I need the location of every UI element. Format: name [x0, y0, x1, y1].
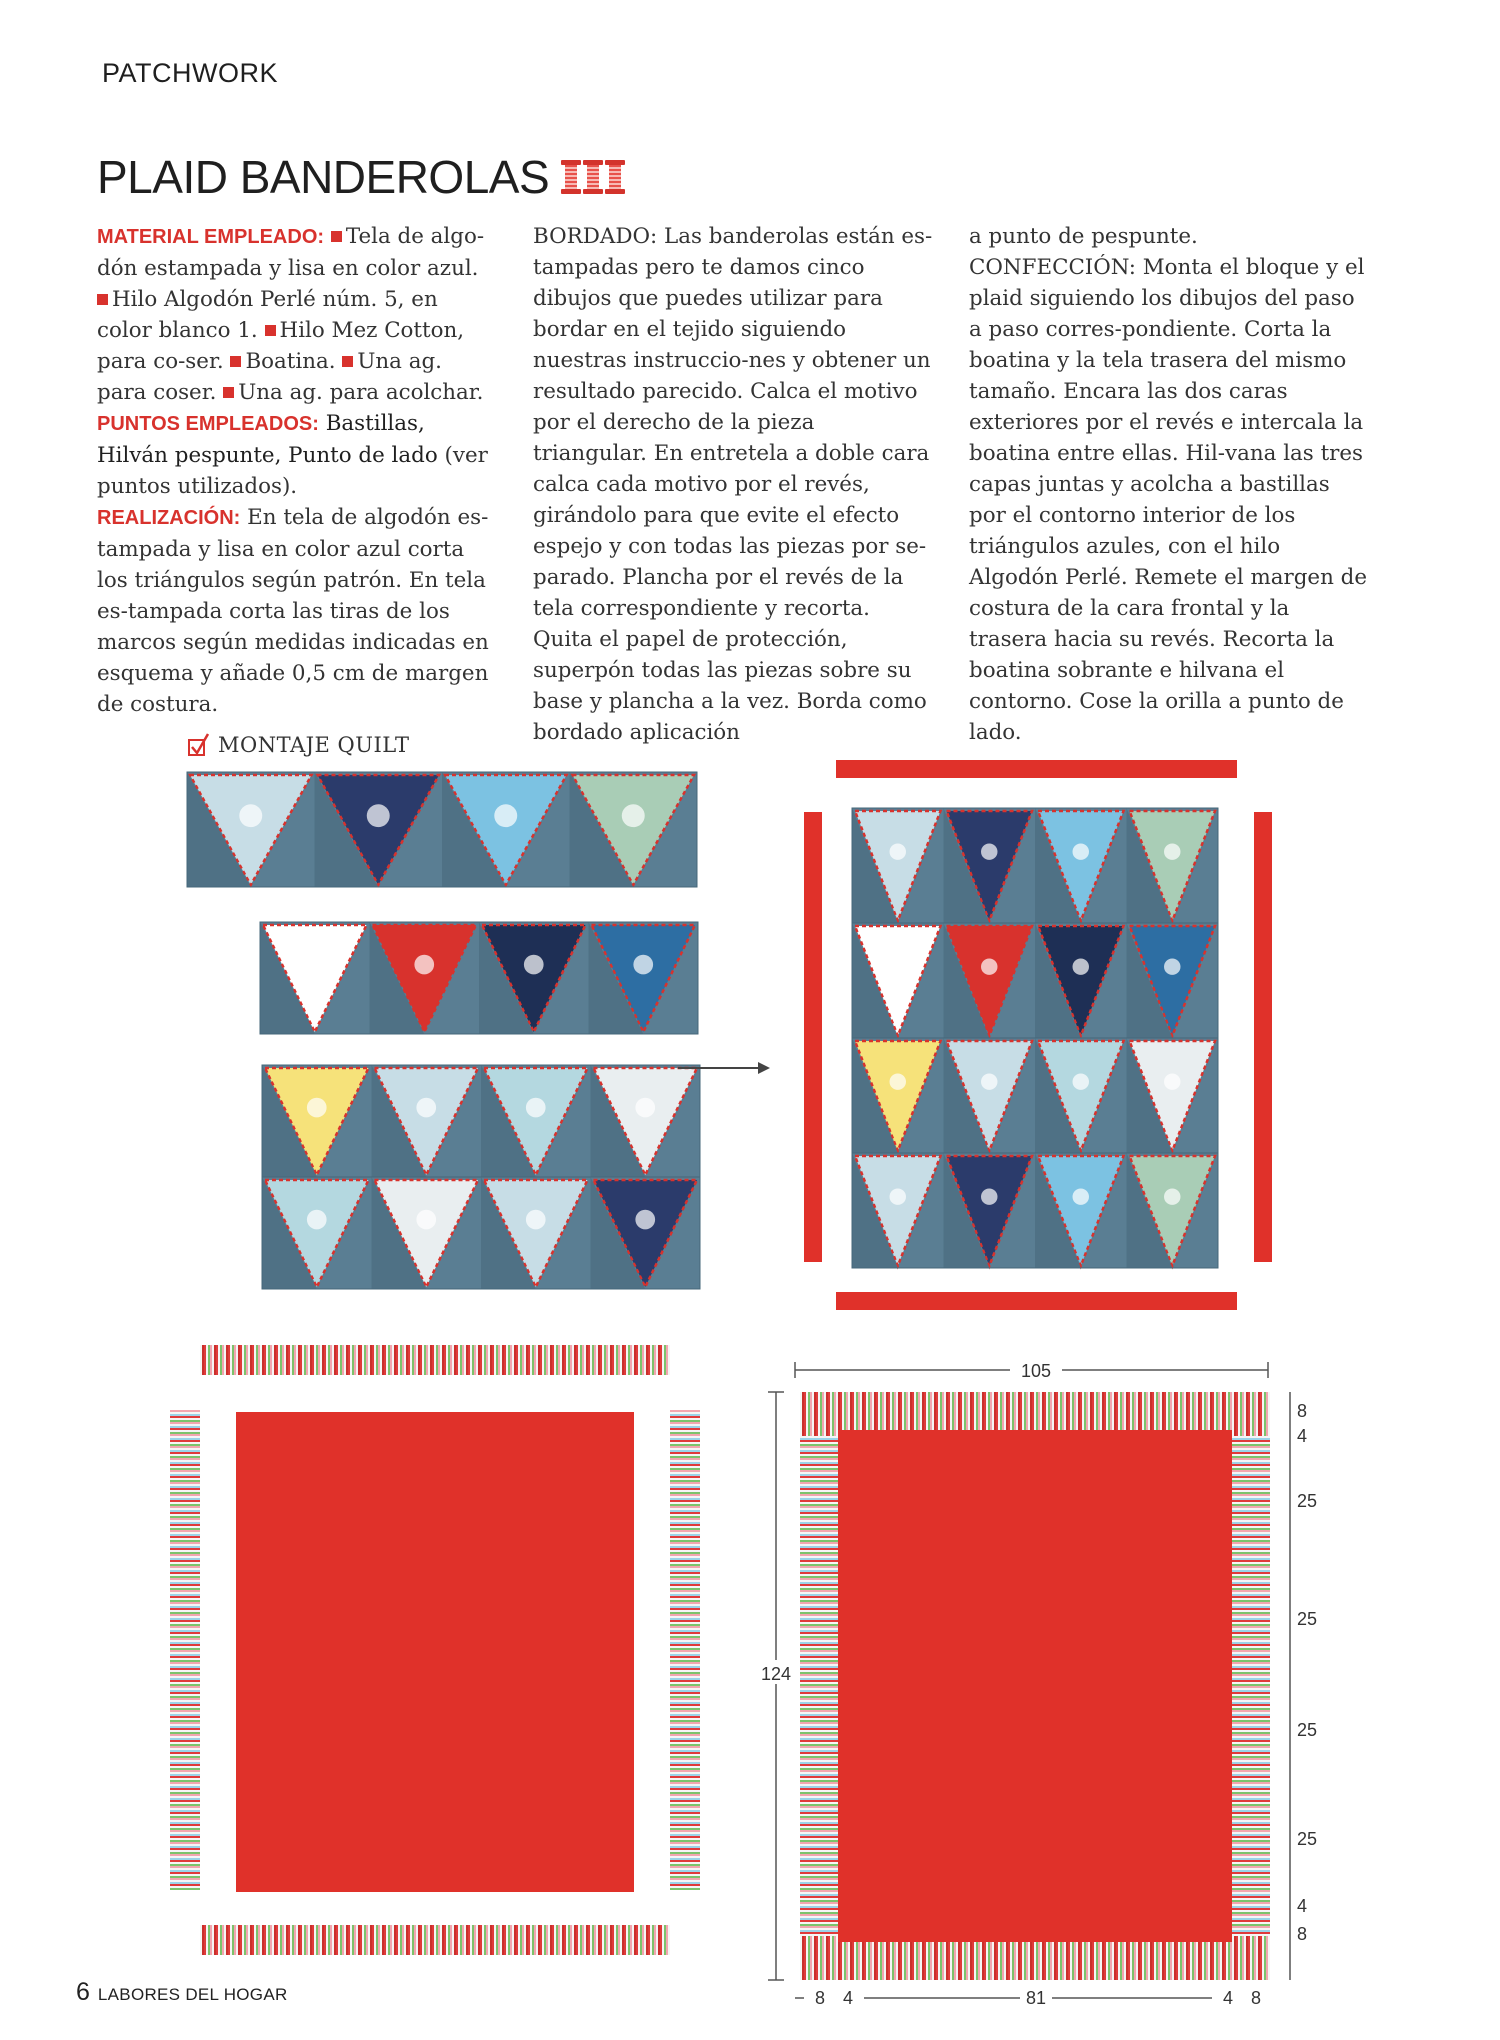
- motif: [526, 1210, 546, 1230]
- motif: [1073, 958, 1089, 974]
- motif: [524, 955, 544, 975]
- dimension-right: 4: [1297, 1896, 1308, 1916]
- pennant-row: [852, 1038, 1218, 1153]
- bordado-text: BORDADO: Las banderolas están es-tampadas pero te damos cinco dibujos que puedes utilizar para bordar en el tejido siguiendo nuestras instruccio-nes y obtener un resultado parecido. Calca el motivo por el derecho de la pieza triangular. En entretela a doble cara calca cada motivo por el revés, girándolo para que evite el efecto espejo y con todas las piezas por se-parado. Plancha por el revés de la tela correspondiente y recorta. Quita el papel de protección, superpón todas las piezas sobre su base y plancha a la vez. Borda como bordado aplicación: [533, 224, 933, 745]
- motif: [1073, 1188, 1089, 1204]
- motif: [416, 1210, 436, 1230]
- dimension-right: 8: [1297, 1401, 1308, 1421]
- motif: [494, 804, 517, 827]
- realizacion-heading: REALIZACIÓN:: [97, 507, 241, 529]
- motif: [635, 1210, 655, 1230]
- diagram-subtitle: MONTAJE QUILT: [218, 733, 410, 757]
- motif: [416, 1098, 436, 1118]
- dimension-bottom: 4: [842, 1988, 854, 2008]
- page-footer: [76, 1978, 288, 2007]
- dimension-bottom: 4: [1222, 1988, 1234, 2008]
- striped-strip-top: [200, 1345, 670, 1375]
- step1-row-1: [187, 772, 697, 887]
- motif: [1164, 958, 1180, 974]
- dimension-right: 4: [1297, 1426, 1308, 1446]
- motif: [981, 1188, 997, 1204]
- border-strip-bottom: [836, 1292, 1237, 1310]
- material-item: Una ag. para acolchar.: [238, 380, 484, 405]
- motif: [1164, 1188, 1180, 1204]
- dimension-right: 25: [1297, 1609, 1318, 1629]
- pennant-row: [852, 923, 1218, 1038]
- motif: [890, 1073, 906, 1089]
- final-red-frame: [838, 1430, 1232, 1942]
- material-item: Hilo Mez Cotton, para co-ser.: [97, 318, 465, 374]
- material-heading: MATERIAL EMPLEADO:: [97, 226, 325, 248]
- border-strip-right: [1254, 812, 1272, 1262]
- realizacion-text: En tela de algodón es-tampada y lisa en color azul corta los triángulos según patrón. En tela es-tampada corta las tiras de los marcos según medidas indicadas en esquema y añade 0,5 cm de margen de costura.: [97, 505, 489, 717]
- motif: [307, 1210, 327, 1230]
- pennant-row: [852, 808, 1218, 923]
- dimension-height: 124: [760, 1664, 792, 1684]
- confeccion-text: a punto de pespunte. CONFECCIÓN: Monta el bloque y el plaid siguiendo los dibujos del paso a paso corres-pondiente. Corta la boatina y la tela trasera del mismo tamaño. Encara las dos caras exteriores por el revés e intercala la boatina entre ellas. Hil-vana las tres capas juntas y acolcha a bastillas por el contorno interior de los triángulos azules, con el hilo Algodón Perlé. Remete el margen de costura de la cara frontal y la trasera hacia su revés. Recorta la boatina sobrante e hilvana el contorno. Cose la orilla a punto de lado.: [969, 224, 1368, 745]
- red-frame: [236, 1412, 634, 1892]
- dimension-bottom: 8: [814, 1988, 826, 2008]
- border-strip-top: [836, 760, 1237, 778]
- motif: [367, 804, 390, 827]
- motif: [239, 804, 262, 827]
- dimension-bottom: 81: [1025, 1988, 1047, 2008]
- motif: [1073, 843, 1089, 859]
- motif: [890, 1188, 906, 1204]
- striped-strip-left: [170, 1410, 200, 1890]
- final-stripe-bottom: [800, 1936, 1270, 1980]
- step1-row-3: [262, 1065, 700, 1177]
- puntos-heading: PUNTOS EMPLEADOS:: [97, 413, 319, 435]
- pennant-row: [852, 1153, 1218, 1268]
- motif: [981, 843, 997, 859]
- material-item: Tela de algo-dón estampada y lisa en color azul.: [97, 224, 485, 281]
- motif: [307, 1098, 327, 1118]
- dimension-bottom: 8: [1250, 1988, 1262, 2008]
- puntos-names: Bastillas, Hilván pespunte, Punto de lado: [97, 411, 438, 468]
- material-item: Hilo Algodón Perlé núm. 5, en color blanco 1.: [97, 287, 438, 343]
- motif: [1164, 843, 1180, 859]
- motif: [414, 955, 434, 975]
- material-item: Boatina.: [245, 349, 336, 374]
- dimension-right: 25: [1297, 1720, 1318, 1740]
- motif: [622, 804, 645, 827]
- material-item: Una ag. para coser.: [97, 349, 442, 405]
- motif: [633, 955, 653, 975]
- dimension-right: 25: [1297, 1829, 1318, 1849]
- motif: [1164, 1073, 1180, 1089]
- striped-strip-right: [670, 1410, 700, 1890]
- final-stripe-top: [800, 1392, 1270, 1436]
- motif: [981, 1073, 997, 1089]
- dimension-right: 25: [1297, 1491, 1318, 1511]
- motif: [635, 1098, 655, 1118]
- dimension-width: 105: [1020, 1361, 1052, 1381]
- border-strip-left: [804, 812, 822, 1262]
- dimension-right: 8: [1297, 1924, 1308, 1944]
- motif: [890, 843, 906, 859]
- magazine-name: LABORES DEL HOGAR: [97, 1985, 288, 2004]
- step1-row-2: [260, 922, 698, 1034]
- motif: [1073, 1073, 1089, 1089]
- page-number: 6: [76, 1978, 90, 2006]
- motif: [981, 958, 997, 974]
- section-label: PATCHWORK: [102, 58, 278, 88]
- motif: [526, 1098, 546, 1118]
- motif: [305, 955, 325, 975]
- step1-row-4: [262, 1177, 700, 1289]
- striped-strip-bottom: [200, 1925, 670, 1955]
- article-title: PLAID BANDEROLAS: [97, 151, 550, 203]
- puntos-note: (ver puntos utilizados).: [97, 443, 488, 499]
- motif: [890, 958, 906, 974]
